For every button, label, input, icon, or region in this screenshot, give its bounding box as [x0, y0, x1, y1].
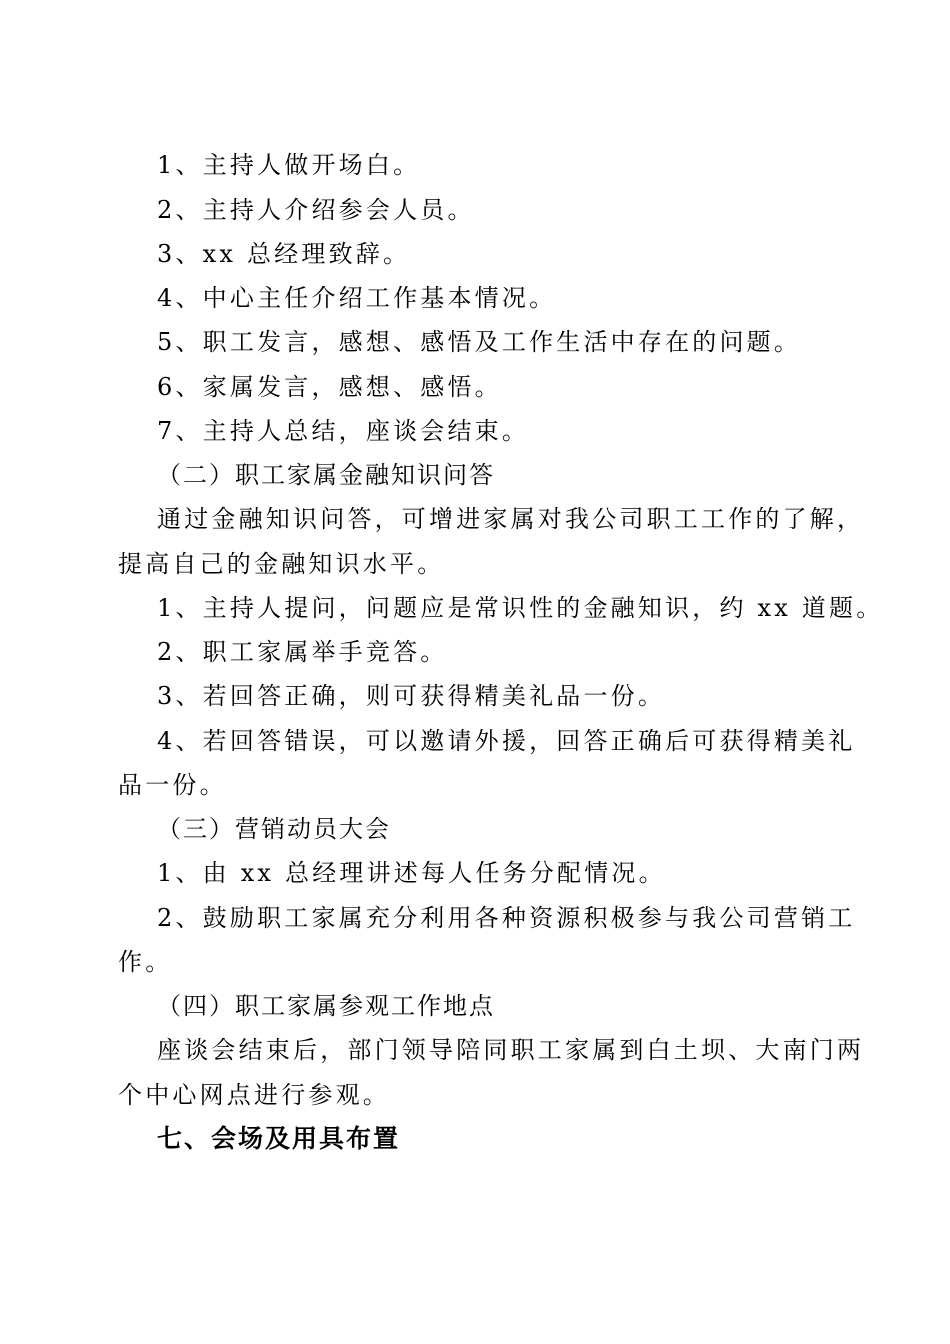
agenda-item-6: 6、家属发言，感想、感悟。: [157, 373, 502, 401]
quiz-item-2: 2、职工家属举手竞答。: [157, 638, 448, 666]
chapter-heading-7: 七、会场及用具布置: [157, 1124, 401, 1153]
agenda-item-7: 7、主持人总结，座谈会结束。: [157, 417, 530, 445]
agenda-item-1: 1、主持人做开场白。: [157, 151, 421, 179]
paragraph-line: 通过金融知识问答，可增进家属对我公司职工工作的了解，: [157, 505, 865, 533]
section-heading-2: （二）职工家属金融知识问答: [157, 461, 495, 489]
paragraph-line: 座谈会结束后，部门领导陪同职工家属到白土坝、大南门两: [157, 1036, 865, 1064]
paragraph-line: 提高自己的金融知识水平。: [118, 550, 445, 578]
agenda-item-4: 4、中心主任介绍工作基本情况。: [157, 284, 557, 312]
quiz-item-4-cont: 品一份。: [118, 771, 227, 799]
section-heading-3: （三）营销动员大会: [157, 815, 391, 843]
section-heading-4: （四）职工家属参观工作地点: [157, 992, 495, 1020]
quiz-item-1: 1、主持人提问，问题应是常识性的金融知识，约 xx 道题。: [157, 594, 884, 622]
quiz-item-3: 3、若回答正确，则可获得精美礼品一份。: [157, 682, 666, 710]
agenda-item-5: 5、职工发言，感想、感悟及工作生活中存在的问题。: [157, 328, 802, 356]
mobilization-item-2: 2、鼓励职工家属充分利用各种资源积极参与我公司营销工: [157, 904, 856, 932]
mobilization-item-1: 1、由 xx 总经理讲述每人任务分配情况。: [157, 859, 666, 887]
quiz-item-4: 4、若回答错误，可以邀请外援，回答正确后可获得精美礼: [157, 727, 856, 755]
agenda-item-2: 2、主持人介绍参会人员。: [157, 196, 475, 224]
paragraph-line: 个中心网点进行参观。: [118, 1081, 390, 1109]
agenda-item-3: 3、xx 总经理致辞。: [157, 240, 411, 268]
mobilization-item-2-cont: 作。: [118, 948, 173, 976]
